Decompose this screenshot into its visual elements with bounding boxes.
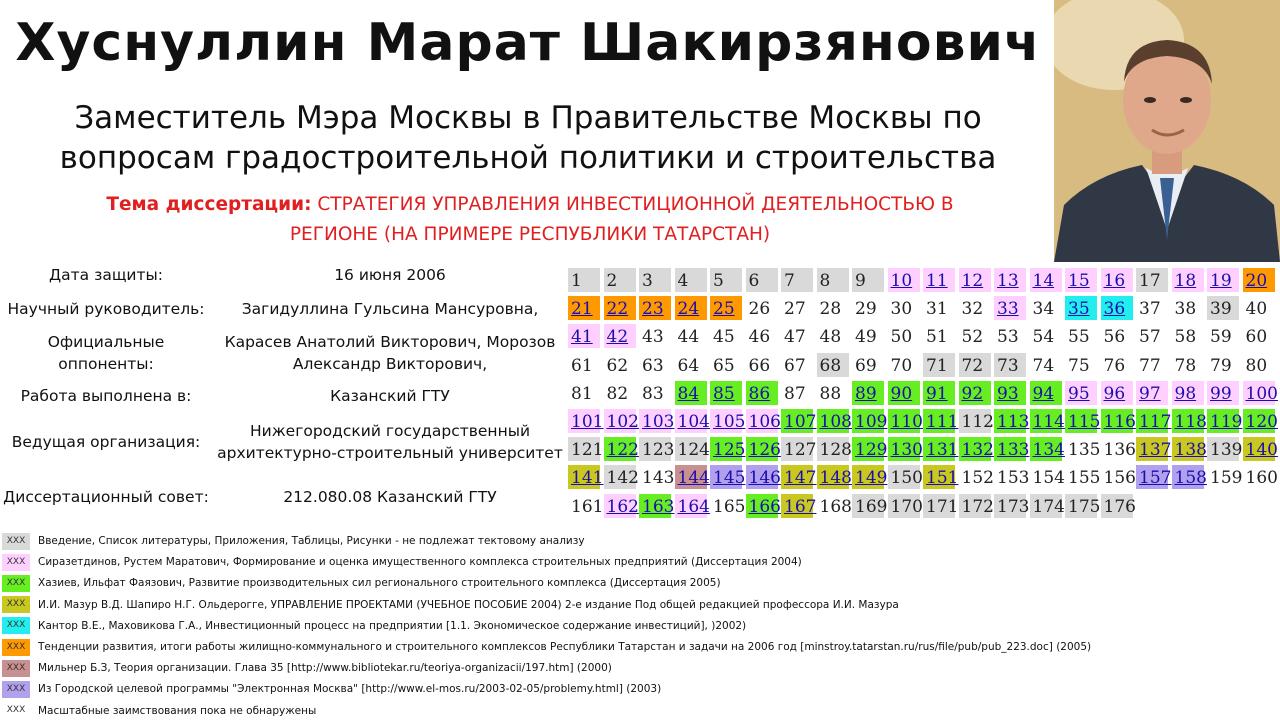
page-cell-122[interactable]: 122 bbox=[604, 437, 636, 461]
page-cell-144[interactable]: 144 bbox=[675, 465, 707, 489]
info-row-opponents bbox=[0, 330, 570, 376]
page-cell-83: 83 bbox=[639, 381, 671, 405]
page-cell-93[interactable]: 93 bbox=[994, 381, 1026, 405]
page-cell-138[interactable]: 138 bbox=[1172, 437, 1204, 461]
page-cell-4: 4 bbox=[675, 268, 707, 292]
page-cell-116[interactable]: 116 bbox=[1101, 409, 1133, 433]
page-cell-11[interactable]: 11 bbox=[923, 268, 955, 292]
legend-text: И.И. Мазур В.Д. Шапиро Н.Г. Ольдерогге, УПРАВЛЕНИЕ ПРОЕКТАМИ (УЧЕБНОЕ ПОСОБИЕ 2004) 2-е издание Под общей редакцией профессора И.И. Мазура bbox=[38, 598, 899, 611]
legend-swatch: XXX bbox=[2, 639, 30, 656]
person-name: Хуснуллин Марат Шакирзянович bbox=[15, 13, 1041, 73]
page-cell-149[interactable]: 149 bbox=[852, 465, 884, 489]
legend-text: Тенденции развития, итоги работы жилищно-коммунального и строительного комплексов Республики Татарстан и задачи на 2006 год [minstroy.tatarstan.ru/rus/file/pub/pub_223.doc] (2005) bbox=[38, 641, 1092, 653]
page-cell-163[interactable]: 163 bbox=[639, 494, 671, 518]
page-cell-24[interactable]: 24 bbox=[675, 296, 707, 320]
page-cell-105[interactable]: 105 bbox=[710, 409, 742, 433]
legend-swatch: XXX bbox=[2, 681, 30, 698]
page-cell-69: 69 bbox=[852, 353, 884, 377]
page-cell-101[interactable]: 101 bbox=[568, 409, 600, 433]
page-cell-109[interactable]: 109 bbox=[852, 409, 884, 433]
page-cell-133[interactable]: 133 bbox=[994, 437, 1026, 461]
page-cell-75: 75 bbox=[1065, 353, 1097, 377]
page-cell-168: 168 bbox=[817, 494, 849, 518]
page-cell-85[interactable]: 85 bbox=[710, 381, 742, 405]
page-cell-136: 136 bbox=[1101, 437, 1133, 461]
legend-swatch: XXX bbox=[2, 660, 30, 677]
page-cell-173: 173 bbox=[994, 494, 1026, 518]
page-cell-15[interactable]: 15 bbox=[1065, 268, 1097, 292]
legend-text: Введение, Список литературы, Приложения, Таблицы, Рисунки - не подлежат тектовому анализу bbox=[38, 535, 585, 547]
page-cell-166[interactable]: 166 bbox=[746, 494, 778, 518]
info-value: 16 июня 2006 bbox=[334, 266, 446, 284]
page-cell-72: 72 bbox=[959, 353, 991, 377]
legend-text: Хазиев, Ильфат Фаязович, Развитие производительных сил регионального строительного комплекса (Диссертация 2005) bbox=[38, 577, 721, 590]
page-cell-112: 112 bbox=[959, 409, 991, 433]
page-cell-145[interactable]: 145 bbox=[710, 465, 742, 489]
page-cell-41[interactable]: 41 bbox=[568, 324, 600, 348]
legend-item-none bbox=[0, 531, 585, 551]
page-cell-35[interactable]: 35 bbox=[1065, 296, 1097, 320]
page-cell-76: 76 bbox=[1101, 353, 1133, 377]
page-cell-102[interactable]: 102 bbox=[604, 409, 636, 433]
page-cell-164[interactable]: 164 bbox=[675, 494, 707, 518]
page-cell-131[interactable]: 131 bbox=[923, 437, 955, 461]
position-line-2: вопросам градостроительной политики и строительства bbox=[59, 140, 997, 176]
page-cell-157[interactable]: 157 bbox=[1136, 465, 1168, 489]
page-cell-12[interactable]: 12 bbox=[959, 268, 991, 292]
page-cell-87: 87 bbox=[781, 381, 813, 405]
page-cell-129[interactable]: 129 bbox=[852, 437, 884, 461]
page-cell-130[interactable]: 130 bbox=[888, 437, 920, 461]
page-cell-28: 28 bbox=[817, 296, 849, 320]
page-cell-9: 9 bbox=[852, 268, 884, 292]
page-cell-10[interactable]: 10 bbox=[888, 268, 920, 292]
page-cell-99[interactable]: 99 bbox=[1207, 381, 1239, 405]
page-cell-68: 68 bbox=[817, 353, 849, 377]
page-cell-84[interactable]: 84 bbox=[675, 381, 707, 405]
page-cell-58: 58 bbox=[1172, 324, 1204, 348]
page-cell-14[interactable]: 14 bbox=[1030, 268, 1062, 292]
page-cell-124: 124 bbox=[675, 437, 707, 461]
page-cell-8: 8 bbox=[817, 268, 849, 292]
legend-item-khaziev bbox=[0, 573, 721, 593]
page-cell-125[interactable]: 125 bbox=[710, 437, 742, 461]
page-cell-169: 169 bbox=[852, 494, 884, 518]
page-cell-150: 150 bbox=[888, 465, 920, 489]
page-cell-5: 5 bbox=[710, 268, 742, 292]
page-cell-142: 142 bbox=[604, 465, 636, 489]
legend-swatch: XXX bbox=[2, 533, 30, 550]
page-cell-147[interactable]: 147 bbox=[781, 465, 813, 489]
page-cell-32: 32 bbox=[959, 296, 991, 320]
legend-swatch: XXX bbox=[2, 596, 30, 613]
page-cell-141[interactable]: 141 bbox=[568, 465, 600, 489]
portrait-photo bbox=[1054, 0, 1280, 262]
page-cell-90[interactable]: 90 bbox=[888, 381, 920, 405]
page-cell-38: 38 bbox=[1172, 296, 1204, 320]
page-cell-100[interactable]: 100 bbox=[1243, 381, 1275, 405]
page-cell-165: 165 bbox=[710, 494, 742, 518]
page-cell-113[interactable]: 113 bbox=[994, 409, 1026, 433]
page-cell-123: 123 bbox=[639, 437, 671, 461]
page-cell-134[interactable]: 134 bbox=[1030, 437, 1062, 461]
page-cell-143: 143 bbox=[639, 465, 671, 489]
legend-text: Масштабные заимствования пока не обнаружены bbox=[38, 704, 317, 717]
page-cell-107[interactable]: 107 bbox=[781, 409, 813, 433]
page-cell-6: 6 bbox=[746, 268, 778, 292]
page-cell-96[interactable]: 96 bbox=[1101, 381, 1133, 405]
page-cell-88: 88 bbox=[817, 381, 849, 405]
legend-item-kantor bbox=[0, 616, 746, 636]
page-cell-66: 66 bbox=[746, 353, 778, 377]
info-value: Нижегородский государственный архитектурно-строительный университет bbox=[217, 422, 563, 462]
page-cell-132[interactable]: 132 bbox=[959, 437, 991, 461]
legend-item-moscow bbox=[0, 679, 661, 699]
legend-swatch: XXX bbox=[2, 554, 30, 571]
legend-item-tendencies bbox=[0, 637, 1091, 657]
position-title bbox=[8, 98, 1048, 178]
page-cell-34: 34 bbox=[1030, 296, 1062, 320]
page-cell-70: 70 bbox=[888, 353, 920, 377]
info-label: Дата защиты: bbox=[49, 266, 163, 284]
page-cell-158[interactable]: 158 bbox=[1172, 465, 1204, 489]
page-cell-174: 174 bbox=[1030, 494, 1062, 518]
info-label: Официальные оппоненты: bbox=[47, 333, 165, 373]
page-cell-135: 135 bbox=[1065, 437, 1097, 461]
page-cell-59: 59 bbox=[1207, 324, 1239, 348]
page-cell-148[interactable]: 148 bbox=[817, 465, 849, 489]
page-cell-74: 74 bbox=[1030, 353, 1062, 377]
page-cell-55: 55 bbox=[1065, 324, 1097, 348]
info-label: Научный руководитель: bbox=[7, 300, 205, 318]
page-cell-22[interactable]: 22 bbox=[604, 296, 636, 320]
page-cell-98[interactable]: 98 bbox=[1172, 381, 1204, 405]
page-cell-106[interactable]: 106 bbox=[746, 409, 778, 433]
page-cell-36[interactable]: 36 bbox=[1101, 296, 1133, 320]
page-cell-172: 172 bbox=[959, 494, 991, 518]
page-cell-127: 127 bbox=[781, 437, 813, 461]
info-value: Загидуллина Гульсина Мансуровна, bbox=[241, 300, 539, 318]
legend-text: Кантор В.Е., Маховикова Г.А., Инвестиционный процесс на предприятии [1.1. Экономическое содержание инвестиций], )2002) bbox=[38, 619, 747, 632]
page-cell-51: 51 bbox=[923, 324, 955, 348]
page-cell-95[interactable]: 95 bbox=[1065, 381, 1097, 405]
page-cell-47: 47 bbox=[781, 324, 813, 348]
page-cell-49: 49 bbox=[852, 324, 884, 348]
page-cell-17: 17 bbox=[1136, 268, 1168, 292]
page-cell-120[interactable]: 120 bbox=[1243, 409, 1275, 433]
info-value: Казанский ГТУ bbox=[330, 387, 450, 405]
page-cell-81: 81 bbox=[568, 381, 600, 405]
page-cell-79: 79 bbox=[1207, 353, 1239, 377]
page-cell-40: 40 bbox=[1243, 296, 1275, 320]
page-cell-13[interactable]: 13 bbox=[994, 268, 1026, 292]
page-cell-64: 64 bbox=[675, 353, 707, 377]
page-cell-57: 57 bbox=[1136, 324, 1168, 348]
info-row-leading-org bbox=[0, 419, 570, 465]
info-label: Диссертационный совет: bbox=[3, 488, 209, 506]
page-cell-118[interactable]: 118 bbox=[1172, 409, 1204, 433]
page-cell-126[interactable]: 126 bbox=[746, 437, 778, 461]
page-cell-19[interactable]: 19 bbox=[1207, 268, 1239, 292]
page-cell-45: 45 bbox=[710, 324, 742, 348]
info-row-institution bbox=[0, 384, 570, 408]
thesis-label: Тема диссертации: bbox=[106, 194, 312, 215]
page-cell-170: 170 bbox=[888, 494, 920, 518]
page-cell-2: 2 bbox=[604, 268, 636, 292]
page-cell-117[interactable]: 117 bbox=[1136, 409, 1168, 433]
page-cell-86[interactable]: 86 bbox=[746, 381, 778, 405]
page-cell-115[interactable]: 115 bbox=[1065, 409, 1097, 433]
page-cell-27: 27 bbox=[781, 296, 813, 320]
page-cell-91[interactable]: 91 bbox=[923, 381, 955, 405]
legend-swatch: XXX bbox=[2, 575, 30, 592]
thesis-line-1: СТРАТЕГИЯ УПРАВЛЕНИЯ ИНВЕСТИЦИОННОЙ ДЕЯТЕЛЬНОСТЬЮ В bbox=[317, 194, 954, 215]
page-cell-89[interactable]: 89 bbox=[852, 381, 884, 405]
legend-text: Мильнер Б.З, Теория организации. Глава 35 [http://www.bibliotekar.ru/teoriya-organizacii/197.htm] (2000) bbox=[38, 662, 612, 675]
legend-item-clean bbox=[0, 701, 316, 721]
info-row-council bbox=[0, 474, 570, 520]
page-cell-73: 73 bbox=[994, 353, 1026, 377]
page-cell-160: 160 bbox=[1243, 465, 1275, 489]
page-cell-26: 26 bbox=[746, 296, 778, 320]
page-cell-46: 46 bbox=[746, 324, 778, 348]
page-cell-53: 53 bbox=[994, 324, 1026, 348]
page-cell-7: 7 bbox=[781, 268, 813, 292]
page-cell-52: 52 bbox=[959, 324, 991, 348]
page-cell-155: 155 bbox=[1065, 465, 1097, 489]
page-cell-137[interactable]: 137 bbox=[1136, 437, 1168, 461]
page-cell-119[interactable]: 119 bbox=[1207, 409, 1239, 433]
page-cell-44: 44 bbox=[675, 324, 707, 348]
page-cell-31: 31 bbox=[923, 296, 955, 320]
page-cell-114[interactable]: 114 bbox=[1030, 409, 1062, 433]
page-cell-67: 67 bbox=[781, 353, 813, 377]
page-cell-54: 54 bbox=[1030, 324, 1062, 348]
page-cell-151[interactable]: 151 bbox=[923, 465, 955, 489]
page-cell-154: 154 bbox=[1030, 465, 1062, 489]
page-cell-39: 39 bbox=[1207, 296, 1239, 320]
info-row-supervisor bbox=[0, 297, 570, 321]
page-cell-152: 152 bbox=[959, 465, 991, 489]
page-cell-60: 60 bbox=[1243, 324, 1275, 348]
page-cell-33[interactable]: 33 bbox=[994, 296, 1026, 320]
page-cell-48: 48 bbox=[817, 324, 849, 348]
page-cell-37: 37 bbox=[1136, 296, 1168, 320]
page-cell-56: 56 bbox=[1101, 324, 1133, 348]
page-cell-50: 50 bbox=[888, 324, 920, 348]
page-cell-161: 161 bbox=[568, 494, 600, 518]
page-cell-94[interactable]: 94 bbox=[1030, 381, 1062, 405]
page-cell-78: 78 bbox=[1172, 353, 1204, 377]
info-label: Работа выполнена в: bbox=[20, 387, 192, 405]
page-cell-43: 43 bbox=[639, 324, 671, 348]
info-row-defense-date bbox=[0, 263, 570, 287]
page-cell-121: 121 bbox=[568, 437, 600, 461]
legend-item-mazur bbox=[0, 595, 899, 615]
page-cell-97[interactable]: 97 bbox=[1136, 381, 1168, 405]
legend-swatch: XXX bbox=[2, 702, 30, 719]
page-cell-71: 71 bbox=[923, 353, 955, 377]
page-cell-139: 139 bbox=[1207, 437, 1239, 461]
page-cell-1: 1 bbox=[568, 268, 600, 292]
page-cell-156: 156 bbox=[1101, 465, 1133, 489]
page-cell-128: 128 bbox=[817, 437, 849, 461]
portrait-illustration bbox=[1054, 0, 1280, 262]
page-cell-80: 80 bbox=[1243, 353, 1275, 377]
page-cell-62: 62 bbox=[604, 353, 636, 377]
page-cell-159: 159 bbox=[1207, 465, 1239, 489]
page-cell-30: 30 bbox=[888, 296, 920, 320]
page-cell-103[interactable]: 103 bbox=[639, 409, 671, 433]
page-cell-29: 29 bbox=[852, 296, 884, 320]
page-cell-63: 63 bbox=[639, 353, 671, 377]
page-cell-162[interactable]: 162 bbox=[604, 494, 636, 518]
page-cell-18[interactable]: 18 bbox=[1172, 268, 1204, 292]
info-value: 212.080.08 Казанский ГТУ bbox=[283, 488, 497, 506]
page-cell-140[interactable]: 140 bbox=[1243, 437, 1275, 461]
page-cell-20[interactable]: 20 bbox=[1243, 268, 1275, 292]
position-line-1: Заместитель Мэра Москвы в Правительстве Москвы по bbox=[74, 100, 982, 136]
page-cell-176: 176 bbox=[1101, 494, 1133, 518]
legend-item-serazetdinov bbox=[0, 552, 802, 572]
page-cell-21[interactable]: 21 bbox=[568, 296, 600, 320]
page-cell-108[interactable]: 108 bbox=[817, 409, 849, 433]
page-cell-153: 153 bbox=[994, 465, 1026, 489]
page-cell-175: 175 bbox=[1065, 494, 1097, 518]
legend-text: Из Городской целевой программы "Электронная Москва" [http://www.el-mos.ru/2003-02-05/problemy.html] (2003) bbox=[38, 683, 662, 696]
info-label: Ведущая организация: bbox=[11, 433, 201, 451]
page-cell-25[interactable]: 25 bbox=[710, 296, 742, 320]
page-cell-42[interactable]: 42 bbox=[604, 324, 636, 348]
page-cell-3: 3 bbox=[639, 268, 671, 292]
page-cell-16[interactable]: 16 bbox=[1101, 268, 1133, 292]
page-cell-77: 77 bbox=[1136, 353, 1168, 377]
legend-swatch: XXX bbox=[2, 617, 30, 634]
page-cell-111[interactable]: 111 bbox=[923, 409, 955, 433]
info-value: Карасев Анатолий Викторович, Морозов Александр Викторович, bbox=[224, 333, 556, 373]
page-cell-146[interactable]: 146 bbox=[746, 465, 778, 489]
page-cell-104[interactable]: 104 bbox=[675, 409, 707, 433]
page-cell-167[interactable]: 167 bbox=[781, 494, 813, 518]
thesis-topic bbox=[10, 190, 1050, 250]
page-cell-82: 82 bbox=[604, 381, 636, 405]
page-cell-61: 61 bbox=[568, 353, 600, 377]
page-cell-110[interactable]: 110 bbox=[888, 409, 920, 433]
page-cell-23[interactable]: 23 bbox=[639, 296, 671, 320]
legend-item-milner bbox=[0, 658, 612, 678]
page-cell-92[interactable]: 92 bbox=[959, 381, 991, 405]
page-cell-171: 171 bbox=[923, 494, 955, 518]
page-cell-65: 65 bbox=[710, 353, 742, 377]
thesis-line-2: РЕГИОНЕ (НА ПРИМЕРЕ РЕСПУБЛИКИ ТАТАРСТАН) bbox=[289, 224, 771, 245]
legend-text: Сиразетдинов, Рустем Маратович, Формирование и оценка имущественного комплекса строительных предприятий (Диссертация 2004) bbox=[38, 556, 802, 569]
